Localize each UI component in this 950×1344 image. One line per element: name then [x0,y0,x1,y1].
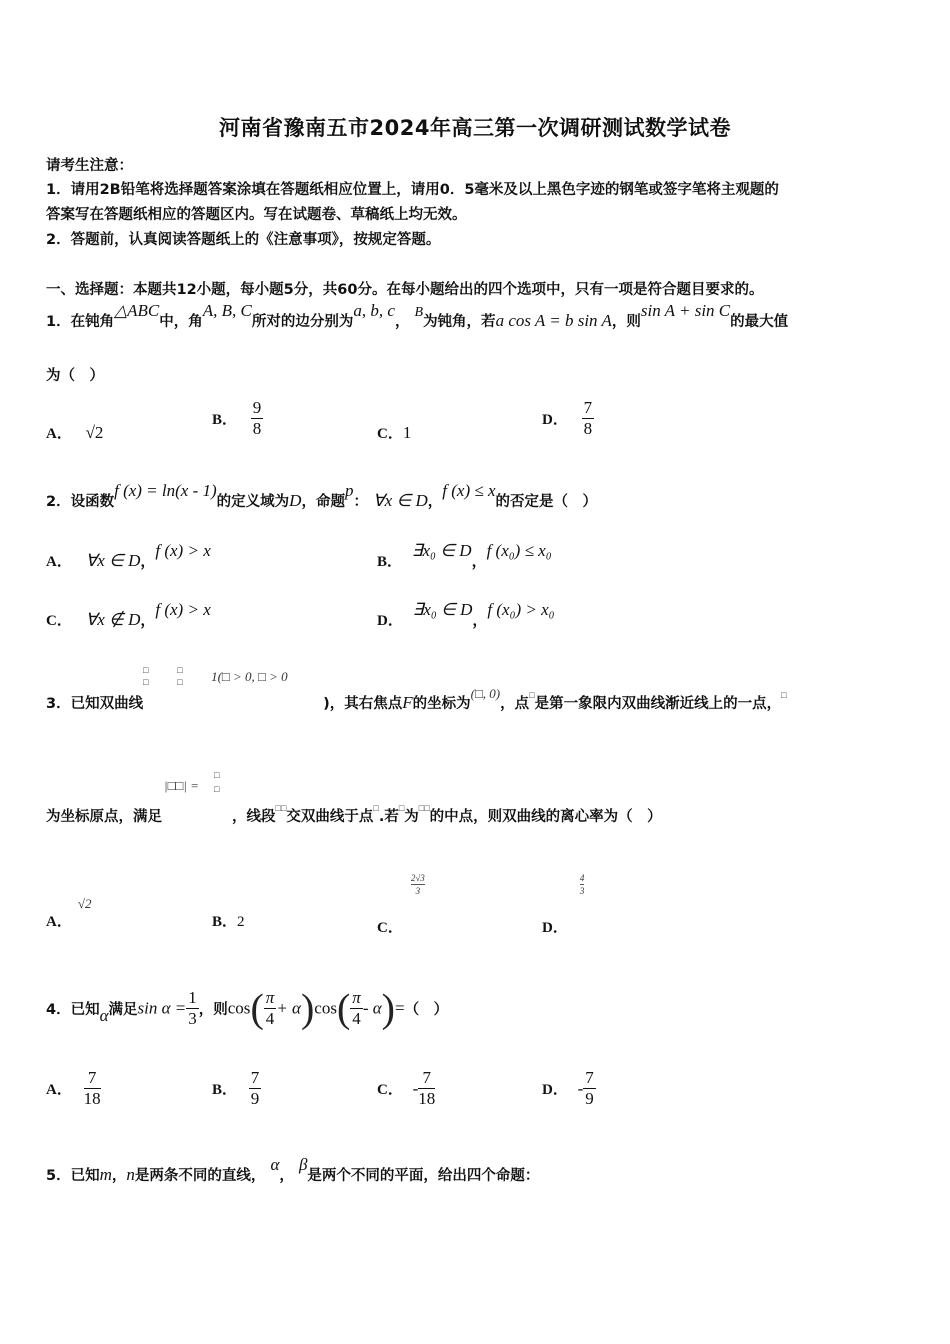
q3-option-a[interactable]: A．√2 [46,896,92,930]
notice-item-1a: 1．请用2B铅笔将选择题答案涂填在答题纸相应位置上，请用0．5毫米及以上黑色字迹的钢笔或签字笔将主观题的 [46,182,779,198]
exam-title: 河南省豫南五市2024年高三第一次调研测试数学试卷 [219,116,731,140]
q4-option-d[interactable]: D． - $\frac{7}{9}$ [542,1068,594,1108]
question-4-stem: 4．已知α满足sin α = $\frac{1}{3}$ ，则cos( $\frac{\pi}{4}$ + α)cos( $\frac{\pi}{4}$ - α)=（ ） [46,985,449,1031]
q2-option-c[interactable]: C． ∀x ∉ D，f (x) > x [46,600,211,629]
question-3-stem: 3．已知双曲线 □ □ □ □ 1(□ > 0, □ > 0 )，其右焦点F的坐标为(□, 0)，点□是第一象限内双曲线渐近线上的一点，□ [46,665,787,712]
question-1-stem-cont: 为（ ） [46,368,104,384]
q3-option-c[interactable]: C． $\frac{2√3}{3}$ [377,873,425,936]
notice-item-1b: 答案写在答题纸相应的答题区内。写在试题卷、草稿纸上均无效。 [46,207,467,223]
section-heading: 一、选择题：本题共12小题，每小题5分，共60分。在每小题给出的四个选项中，只有一项是符合题目要求的。 [46,282,764,298]
q2-option-b[interactable]: B． ∃x₀ ∈ D，f (x₀) ≤ x₀ [377,541,552,570]
question-2-stem: 2．设函数f (x) = ln(x - 1)的定义域为D，命题p： ∀x ∈ D，f (x) ≤ x的否定是（ ） [46,481,597,510]
q3-option-b[interactable]: B．2 [212,914,245,930]
q4-option-a[interactable]: A． $\frac{7}{18}$ [46,1068,101,1108]
question-5-stem: 5．已知m，n是两条不同的直线， α， β是两个不同的平面，给出四个命题： [46,1155,540,1184]
q1-option-b[interactable]: B． $\frac{9}{8}$ [212,398,262,438]
q3-option-d[interactable]: D． $\frac{4}{3}$ [542,873,585,936]
notice-item-2: 2．答题前，认真阅读答题纸上的《注意事项》，按规定答题。 [46,232,441,248]
abs-value-expr: |□□| = □ □ [164,770,220,794]
q4-option-b[interactable]: B． $\frac{7}{9}$ [212,1068,260,1108]
hyperbola-equation: □ □ □ □ 1(□ > 0, □ > 0 [143,665,288,687]
q2-option-a[interactable]: A． ∀x ∈ D，f (x) > x [46,541,211,570]
question-1-stem: 1．在钝角△ABC中，角A, B, C所对的边分别为a, b, c， B为钝角，若a cos A = b sin A，则sin A + sin C的最大值 [46,301,789,330]
q1-option-c[interactable]: C．1 [377,423,412,442]
question-3-stem-cont: 为坐标原点，满足 |□□| = □ □ ，线段□□交双曲线于点□.若□为□□的中点，则双曲线的离心率为（ ） [46,770,662,825]
q2-option-d[interactable]: D． ∃x₀ ∈ D，f (x₀) > x₀ [377,600,555,629]
q1-option-d[interactable]: D． $\frac{7}{8}$ [542,398,593,438]
q1-option-a[interactable]: A． √2 [46,423,104,442]
notice-heading: 请考生注意： [46,158,133,174]
q4-option-c[interactable]: C． - $\frac{7}{18}$ [377,1068,436,1108]
